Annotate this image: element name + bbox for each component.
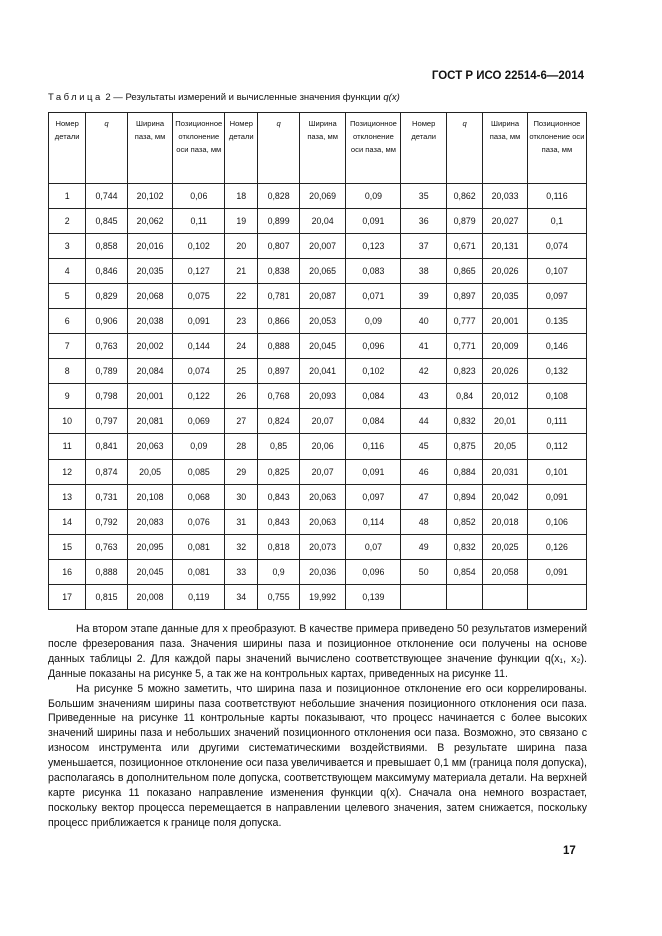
column-header: Позиционное отклонение оси паза, мм xyxy=(346,113,401,184)
table-cell: 20,001 xyxy=(483,309,528,334)
document-header: ГОСТ Р ИСО 22514-6—2014 xyxy=(431,70,584,82)
table-cell: 0,068 xyxy=(173,484,225,509)
table-row xyxy=(49,459,587,484)
table-cell: 0,101 xyxy=(527,459,586,484)
table-row xyxy=(49,409,587,434)
column-header: Позиционное отклонение оси паза, мм xyxy=(527,113,586,184)
table-cell: 0,781 xyxy=(258,284,299,309)
table-cell: 0,097 xyxy=(527,284,586,309)
table-cell: 0,846 xyxy=(86,259,127,284)
table-cell: 0,865 xyxy=(447,259,483,284)
table-cell: 0,771 xyxy=(447,334,483,359)
table-cell: 16 xyxy=(49,559,86,584)
column-header: Номер детали xyxy=(401,113,447,184)
table-cell: 37 xyxy=(401,234,447,259)
table-cell: 28 xyxy=(225,434,258,459)
table-cell: 0,894 xyxy=(447,484,483,509)
table-cell: 6 xyxy=(49,309,86,334)
table-cell: 3 xyxy=(49,234,86,259)
table-cell: 0,084 xyxy=(346,409,401,434)
table-cell: 19 xyxy=(225,209,258,234)
table-cell: 8 xyxy=(49,359,86,384)
table-cell: 32 xyxy=(225,534,258,559)
table-cell: 41 xyxy=(401,334,447,359)
table-cell: 20,065 xyxy=(299,259,346,284)
table-cell: 0,884 xyxy=(447,459,483,484)
table-cell: 20,012 xyxy=(483,384,528,409)
table-cell: 20,102 xyxy=(127,184,173,209)
table-cell: 20,025 xyxy=(483,534,528,559)
table-cell: 20,068 xyxy=(127,284,173,309)
table-cell xyxy=(483,584,528,609)
table-row xyxy=(49,284,587,309)
table-cell: 0,832 xyxy=(447,409,483,434)
table-cell: 20,053 xyxy=(299,309,346,334)
table-cell: 23 xyxy=(225,309,258,334)
table-cell: 49 xyxy=(401,534,447,559)
table-row xyxy=(49,359,587,384)
table-cell: 50 xyxy=(401,559,447,584)
table-cell: 0,107 xyxy=(527,259,586,284)
table-cell: 0,083 xyxy=(346,259,401,284)
table-row xyxy=(49,209,587,234)
table-cell: 21 xyxy=(225,259,258,284)
table-cell: 20,008 xyxy=(127,584,173,609)
table-cell: 20 xyxy=(225,234,258,259)
table-cell: 38 xyxy=(401,259,447,284)
table-cell xyxy=(401,584,447,609)
table-cell: 0,09 xyxy=(173,434,225,459)
table-cell: 0,096 xyxy=(346,334,401,359)
table-cell: 29 xyxy=(225,459,258,484)
table-cell: 0,854 xyxy=(447,559,483,584)
paragraph: На втором этапе данные для x преобразуют. В качестве примера приведено 50 результатов измерений после фрезерования паза. Значения ширины паза и позиционное отклонение оси получены на основе данных таблицы 2. Для каждой пары значений вычислено соответствующее значение функции q(x₁, x₂). Данные показаны на рисунке 5, а так же на контрольных картах, приведенных на рисунке 11. xyxy=(48,623,587,680)
table-cell: 0,114 xyxy=(346,509,401,534)
table-cell: 0,081 xyxy=(173,559,225,584)
table-cell: 45 xyxy=(401,434,447,459)
table-cell: 0,85 xyxy=(258,434,299,459)
table-row xyxy=(49,234,587,259)
table-cell: 0,832 xyxy=(447,534,483,559)
table-cell: 0,731 xyxy=(86,484,127,509)
table-cell: 0,074 xyxy=(173,359,225,384)
table-caption xyxy=(48,92,400,103)
table-cell: 0,084 xyxy=(346,384,401,409)
table-cell: 0,091 xyxy=(173,309,225,334)
table-cell: 0,09 xyxy=(346,309,401,334)
table-cell: 20,05 xyxy=(127,459,173,484)
table-row xyxy=(49,534,587,559)
table-cell: 48 xyxy=(401,509,447,534)
table-cell: 4 xyxy=(49,259,86,284)
table-cell: 20,04 xyxy=(299,209,346,234)
table-row xyxy=(49,309,587,334)
table-cell: 0,096 xyxy=(346,559,401,584)
table-cell: 0,075 xyxy=(173,284,225,309)
table-cell: 0,123 xyxy=(346,234,401,259)
column-header: Ширина паза, мм xyxy=(299,113,346,184)
table-cell: 0,843 xyxy=(258,484,299,509)
table-cell: 0,828 xyxy=(258,184,299,209)
table-cell: 0,074 xyxy=(527,234,586,259)
table-cell xyxy=(447,584,483,609)
table-cell: 44 xyxy=(401,409,447,434)
results-table xyxy=(48,112,587,610)
table-cell: 25 xyxy=(225,359,258,384)
table-cell: 0,07 xyxy=(346,534,401,559)
table-cell: 18 xyxy=(225,184,258,209)
table-cell: 20,045 xyxy=(299,334,346,359)
table-cell: 20,038 xyxy=(127,309,173,334)
table-cell: 0,081 xyxy=(173,534,225,559)
table-cell: 0,144 xyxy=(173,334,225,359)
table-cell: 20,035 xyxy=(483,284,528,309)
table-cell: 0,085 xyxy=(173,459,225,484)
table-cell: 0,091 xyxy=(527,484,586,509)
table-cell: 30 xyxy=(225,484,258,509)
table-cell: 20,007 xyxy=(299,234,346,259)
table-caption-label: Таблица xyxy=(48,92,103,103)
table-cell: 20,069 xyxy=(299,184,346,209)
table-cell: 0,1 xyxy=(527,209,586,234)
table-cell: 0,102 xyxy=(173,234,225,259)
table-cell: 0,755 xyxy=(258,584,299,609)
table-cell: 11 xyxy=(49,434,86,459)
column-header: q xyxy=(447,113,483,184)
table-cell: 0.135 xyxy=(527,309,586,334)
column-header: q xyxy=(86,113,127,184)
table-cell: 20,093 xyxy=(299,384,346,409)
table-cell: 0,091 xyxy=(346,209,401,234)
table-cell: 14 xyxy=(49,509,86,534)
table-cell: 19,992 xyxy=(299,584,346,609)
table-cell: 47 xyxy=(401,484,447,509)
table-cell: 0,111 xyxy=(527,409,586,434)
table-cell: 20,073 xyxy=(299,534,346,559)
table-cell: 1 xyxy=(49,184,86,209)
table-cell: 13 xyxy=(49,484,86,509)
table-cell: 0,879 xyxy=(447,209,483,234)
table-cell: 20,083 xyxy=(127,509,173,534)
table-cell: 20,033 xyxy=(483,184,528,209)
table-cell: 0,122 xyxy=(173,384,225,409)
table-cell: 0,899 xyxy=(258,209,299,234)
table-cell: 15 xyxy=(49,534,86,559)
table-cell: 20,058 xyxy=(483,559,528,584)
table-cell: 17 xyxy=(49,584,86,609)
table-cell: 0,897 xyxy=(447,284,483,309)
table-cell: 20,031 xyxy=(483,459,528,484)
table-cell: 2 xyxy=(49,209,86,234)
table-cell: 20,002 xyxy=(127,334,173,359)
table-cell: 24 xyxy=(225,334,258,359)
table-cell: 20,06 xyxy=(299,434,346,459)
table-cell: 35 xyxy=(401,184,447,209)
table-cell: 20,042 xyxy=(483,484,528,509)
table-cell: 0,888 xyxy=(258,334,299,359)
table-cell: 0,858 xyxy=(86,234,127,259)
table-cell: 0,825 xyxy=(258,459,299,484)
table-cell: 20,026 xyxy=(483,259,528,284)
table-row xyxy=(49,509,587,534)
table-cell: 0,824 xyxy=(258,409,299,434)
table-cell: 0,127 xyxy=(173,259,225,284)
table-cell: 20,131 xyxy=(483,234,528,259)
table-cell: 0,843 xyxy=(258,509,299,534)
table-cell: 9 xyxy=(49,384,86,409)
table-cell: 20,084 xyxy=(127,359,173,384)
column-header: Номер детали xyxy=(49,113,86,184)
table-cell: 0,792 xyxy=(86,509,127,534)
table-cell: 0,069 xyxy=(173,409,225,434)
table-cell: 0,139 xyxy=(346,584,401,609)
table-cell: 0,06 xyxy=(173,184,225,209)
table-cell: 0,744 xyxy=(86,184,127,209)
table-cell: 42 xyxy=(401,359,447,384)
table-cell: 0,102 xyxy=(346,359,401,384)
table-cell: 33 xyxy=(225,559,258,584)
column-header: Позиционное отклонение оси паза, мм xyxy=(173,113,225,184)
paragraph: На рисунке 5 можно заметить, что ширина паза и позиционное отклонение его оси коррелированы. Большим значениям ширины паза соответствуют небольшие значения позиционного отклонения оси паза. Приведенные на рисунке 11 контрольные карты показывают, что процесс начинается с более высоких значений ширины паза и небольших значений позиционного отклонения оси паза. Возможно, это связано с износом инструмента или другими систематическими воздействиями. В результате ширина паза уменьшается, позиционное отклонение оси паза увеличивается и превышает 0,1 мм (граница поля допуска), располагаясь в дополнительном поле допуска, соответствующем максимуму материала детали. На верхней карте рисунка 11 показано направление изменения функции q(x). Сначала она немного возрастает, поскольку вектор процесса перемещается в направлении целевого значения, затем снижается, поскольку процесс приближается к границе поля допуска. xyxy=(48,682,587,829)
table-cell: 0,798 xyxy=(86,384,127,409)
table-row xyxy=(49,259,587,284)
body-text xyxy=(48,622,587,831)
table-cell: 5 xyxy=(49,284,86,309)
table-cell: 0,768 xyxy=(258,384,299,409)
table-row xyxy=(49,334,587,359)
table-cell: 0,106 xyxy=(527,509,586,534)
column-header: Ширина паза, мм xyxy=(483,113,528,184)
table-cell: 36 xyxy=(401,209,447,234)
table-row xyxy=(49,559,587,584)
table-cell: 0,906 xyxy=(86,309,127,334)
table-caption-function: q(x) xyxy=(383,92,400,103)
table-cell: 0,116 xyxy=(346,434,401,459)
table-cell: 20,036 xyxy=(299,559,346,584)
table-cell xyxy=(527,584,586,609)
table-cell: 0,146 xyxy=(527,334,586,359)
table-cell: 43 xyxy=(401,384,447,409)
table-row xyxy=(49,584,587,609)
table-row xyxy=(49,384,587,409)
table-cell: 0,126 xyxy=(527,534,586,559)
table-cell: 0,797 xyxy=(86,409,127,434)
table-cell: 20,05 xyxy=(483,434,528,459)
table-cell: 0,852 xyxy=(447,509,483,534)
table-caption-text: 2 — Результаты измерений и вычисленные значения функции xyxy=(102,92,384,103)
table-cell: 0,874 xyxy=(86,459,127,484)
table-cell: 20,01 xyxy=(483,409,528,434)
table-cell: 0,071 xyxy=(346,284,401,309)
table-cell: 0,888 xyxy=(86,559,127,584)
column-header: Номер детали xyxy=(225,113,258,184)
table-cell: 0,11 xyxy=(173,209,225,234)
table-cell: 20,041 xyxy=(299,359,346,384)
table-cell: 0,777 xyxy=(447,309,483,334)
table-cell: 0,875 xyxy=(447,434,483,459)
table-cell: 0,823 xyxy=(447,359,483,384)
table-cell: 20,095 xyxy=(127,534,173,559)
table-row xyxy=(49,184,587,209)
table-cell: 20,026 xyxy=(483,359,528,384)
table-cell: 20,087 xyxy=(299,284,346,309)
column-header: Ширина паза, мм xyxy=(127,113,173,184)
table-cell: 20,07 xyxy=(299,409,346,434)
table-cell: 20,035 xyxy=(127,259,173,284)
table-cell: 0,815 xyxy=(86,584,127,609)
column-header: q xyxy=(258,113,299,184)
table-cell: 22 xyxy=(225,284,258,309)
table-cell: 0,108 xyxy=(527,384,586,409)
table-cell: 39 xyxy=(401,284,447,309)
table-row xyxy=(49,434,587,459)
page-number: 17 xyxy=(563,845,576,857)
table-cell: 0,845 xyxy=(86,209,127,234)
table-cell: 0,091 xyxy=(346,459,401,484)
table-cell: 0,076 xyxy=(173,509,225,534)
table-cell: 0,116 xyxy=(527,184,586,209)
table-cell: 0,838 xyxy=(258,259,299,284)
table-cell: 0,789 xyxy=(86,359,127,384)
table-cell: 20,062 xyxy=(127,209,173,234)
table-cell: 20,016 xyxy=(127,234,173,259)
table-cell: 20,108 xyxy=(127,484,173,509)
table-cell: 20,063 xyxy=(299,509,346,534)
table-cell: 0,763 xyxy=(86,334,127,359)
table-cell: 20,027 xyxy=(483,209,528,234)
table-cell: 0,112 xyxy=(527,434,586,459)
table-cell: 0,763 xyxy=(86,534,127,559)
table-cell: 0,671 xyxy=(447,234,483,259)
table-cell: 0,9 xyxy=(258,559,299,584)
table-cell: 20,001 xyxy=(127,384,173,409)
table-cell: 0,84 xyxy=(447,384,483,409)
table-cell: 0,866 xyxy=(258,309,299,334)
table-cell: 0,897 xyxy=(258,359,299,384)
table-cell: 12 xyxy=(49,459,86,484)
table-cell: 0,841 xyxy=(86,434,127,459)
table-row xyxy=(49,484,587,509)
table-cell: 34 xyxy=(225,584,258,609)
table-cell: 27 xyxy=(225,409,258,434)
table-cell: 20,07 xyxy=(299,459,346,484)
table-cell: 20,081 xyxy=(127,409,173,434)
table-cell: 40 xyxy=(401,309,447,334)
table-cell: 0,132 xyxy=(527,359,586,384)
table-cell: 26 xyxy=(225,384,258,409)
table-cell: 0,818 xyxy=(258,534,299,559)
table-cell: 20,018 xyxy=(483,509,528,534)
table-cell: 0,09 xyxy=(346,184,401,209)
table-cell: 7 xyxy=(49,334,86,359)
table-cell: 0,807 xyxy=(258,234,299,259)
table-cell: 20,063 xyxy=(127,434,173,459)
table-cell: 0,862 xyxy=(447,184,483,209)
table-cell: 10 xyxy=(49,409,86,434)
table-cell: 20,009 xyxy=(483,334,528,359)
table-cell: 20,063 xyxy=(299,484,346,509)
table-cell: 0,091 xyxy=(527,559,586,584)
table-cell: 0,829 xyxy=(86,284,127,309)
table-cell: 46 xyxy=(401,459,447,484)
table-cell: 0,097 xyxy=(346,484,401,509)
table-cell: 31 xyxy=(225,509,258,534)
table-header-row xyxy=(49,113,587,184)
table-cell: 0,119 xyxy=(173,584,225,609)
table-cell: 20,045 xyxy=(127,559,173,584)
